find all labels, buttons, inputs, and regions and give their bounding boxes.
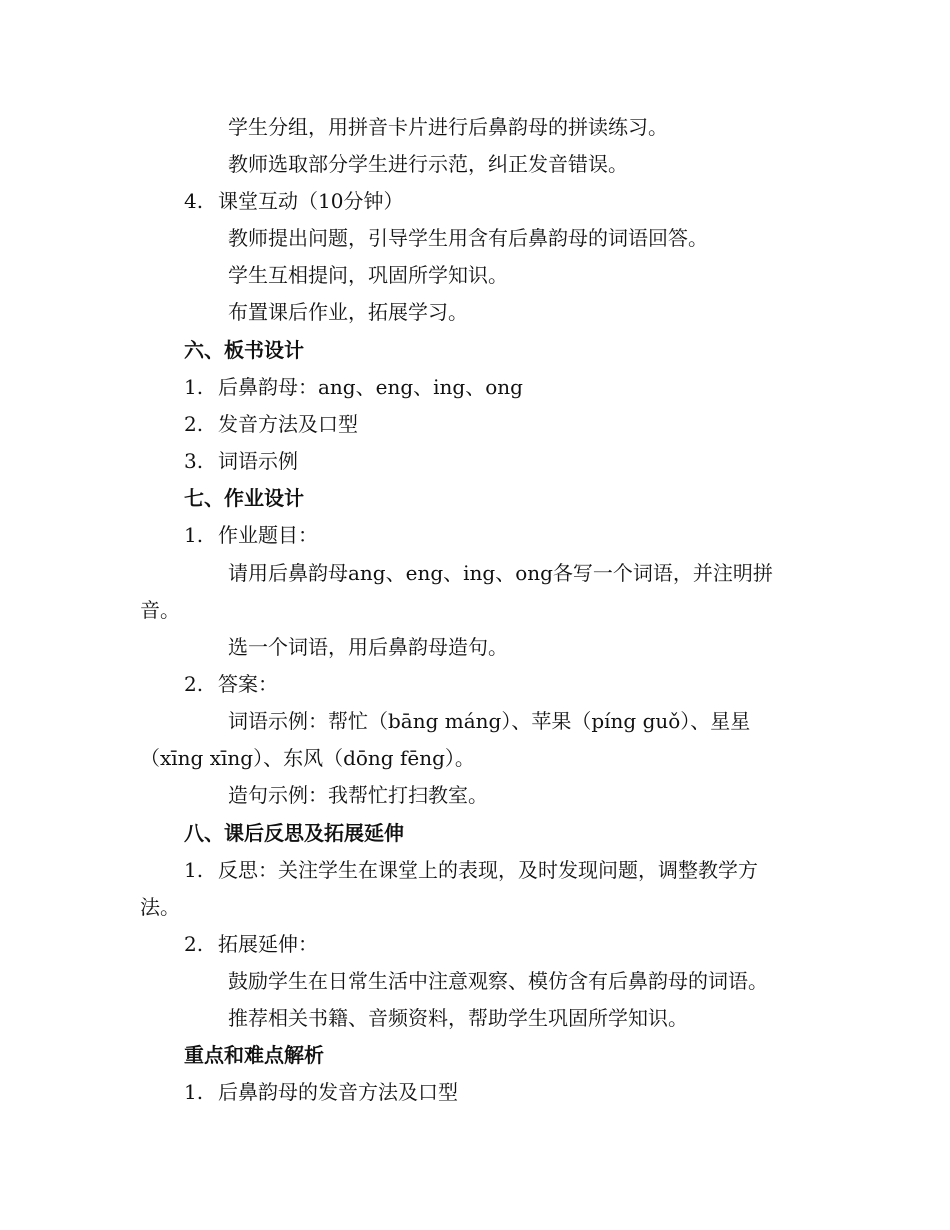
list-item [184, 1079, 458, 1105]
list-item [184, 857, 758, 883]
list-text: 发音方法及口型 [218, 412, 358, 436]
list-text: 词语示例 [218, 449, 298, 473]
paragraph: 学生分组，用拼音卡片进行后鼻韵母的拼读练习。 [228, 115, 668, 139]
paragraph: 请用后鼻韵母ang、eng、ing、ong各写一个词语，并注明拼 [228, 561, 773, 585]
section-heading: 八、课后反思及拓展延伸 [184, 821, 404, 845]
list-text: 课堂互动（10分钟） [218, 189, 404, 213]
list-item [184, 374, 523, 400]
paragraph-continuation: （xīng xīng）、东风（dōng fēng）。 [140, 746, 475, 770]
list-number: 1. [184, 375, 204, 399]
list-number: 1. [184, 523, 204, 547]
list-number: 4. [184, 189, 204, 213]
list-item [184, 411, 358, 437]
paragraph: 推荐相关书籍、音频资料，帮助学生巩固所学知识。 [228, 1006, 688, 1030]
list-text: 后鼻韵母的发音方法及口型 [218, 1080, 458, 1104]
list-item [184, 448, 298, 474]
paragraph: 教师提出问题，引导学生用含有后鼻韵母的词语回答。 [228, 226, 708, 250]
paragraph: 学生互相提问，巩固所学知识。 [228, 263, 508, 287]
list-text: 后鼻韵母：ang、eng、ing、ong [218, 375, 523, 399]
section-heading: 重点和难点解析 [184, 1043, 324, 1067]
section-heading: 七、作业设计 [184, 486, 304, 510]
paragraph: 教师选取部分学生进行示范，纠正发音错误。 [228, 152, 628, 176]
list-number: 2. [184, 672, 204, 696]
paragraph: 布置课后作业，拓展学习。 [228, 300, 468, 324]
paragraph-continuation: 音。 [140, 598, 180, 622]
paragraph: 造句示例：我帮忙打扫教室。 [228, 783, 488, 807]
list-item [184, 931, 318, 957]
paragraph: 词语示例：帮忙（bāng máng）、苹果（píng guǒ）、星星 [228, 709, 751, 733]
paragraph: 选一个词语，用后鼻韵母造句。 [228, 635, 508, 659]
paragraph-continuation: 法。 [140, 895, 180, 919]
list-item [184, 671, 278, 697]
section-heading: 六、板书设计 [184, 338, 304, 362]
list-number: 1. [184, 858, 204, 882]
paragraph: 鼓励学生在日常生活中注意观察、模仿含有后鼻韵母的词语。 [228, 969, 768, 993]
list-item-4 [184, 188, 403, 214]
list-item [184, 522, 318, 548]
list-text: 作业题目： [218, 523, 318, 547]
list-text: 答案： [218, 672, 278, 696]
list-text: 拓展延伸： [218, 932, 318, 956]
list-text: 反思：关注学生在课堂上的表现，及时发现问题，调整教学方 [218, 858, 758, 882]
list-number: 1. [184, 1080, 204, 1104]
list-number: 3. [184, 449, 204, 473]
list-number: 2. [184, 412, 204, 436]
list-number: 2. [184, 932, 204, 956]
